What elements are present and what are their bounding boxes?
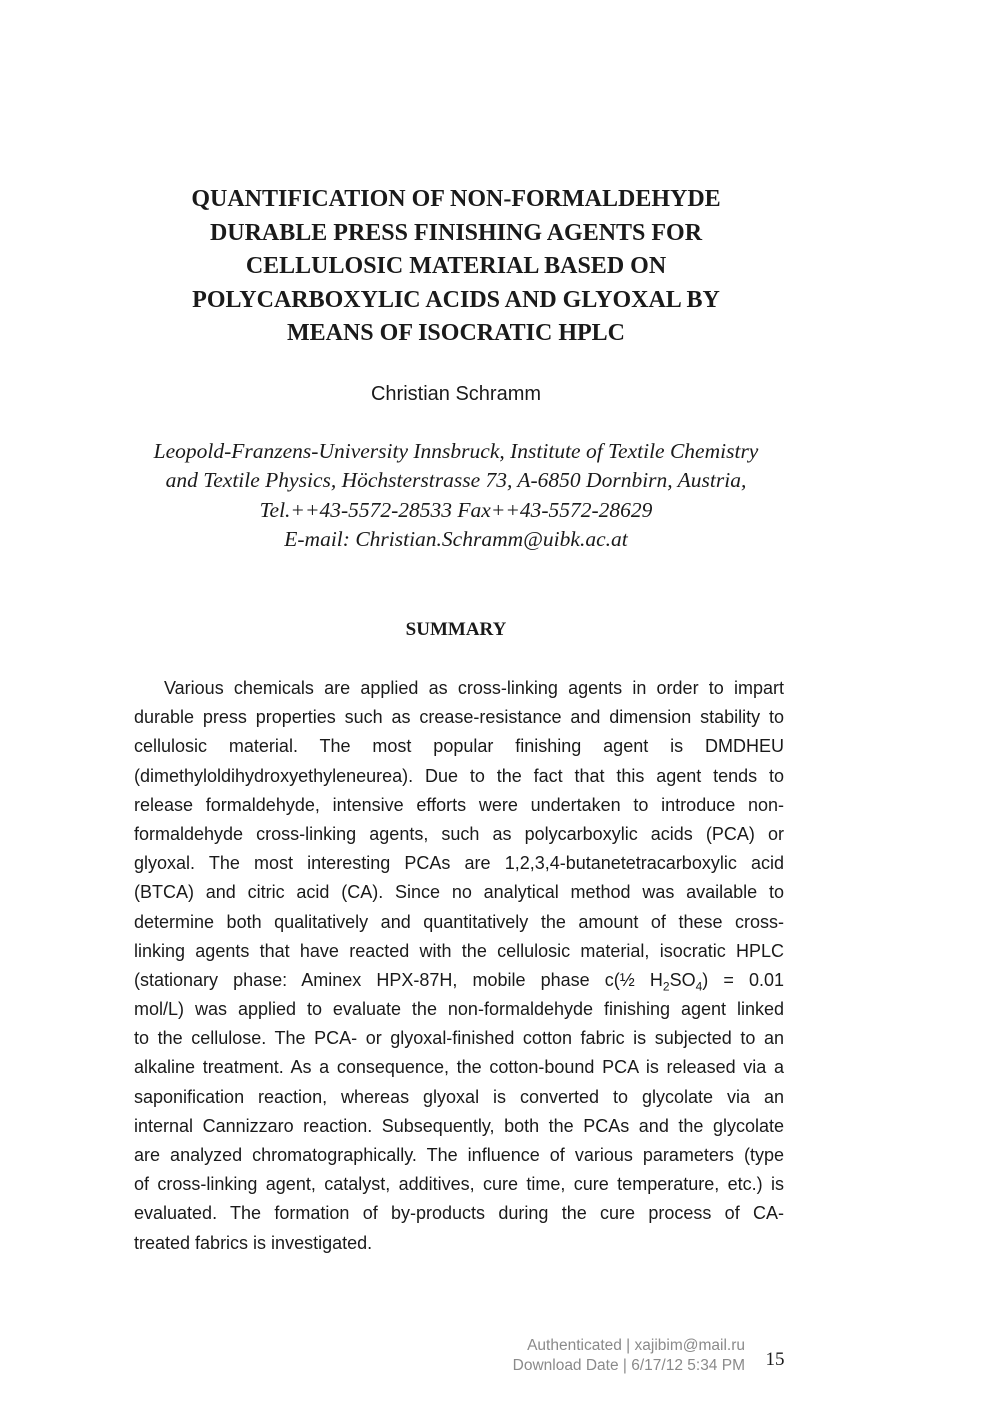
- summary-line: cellulosic material. The most popular finishing agent is DMDHEU: [134, 736, 784, 757]
- title-line: MEANS OF ISOCRATIC HPLC: [286, 320, 626, 346]
- watermark-line: Authenticated | xajibim@mail.ru: [527, 1337, 745, 1354]
- summary-line: to the cellulose. The PCA- or glyoxal-finished cotton fabric is subjected to an: [134, 1028, 784, 1049]
- summary-line: treated fabrics is investigated.: [134, 1232, 373, 1253]
- formula-text-post: ) = 0.01: [702, 969, 784, 990]
- summary-line: formaldehyde cross-linking agents, such as polycarboxylic acids (PCA) or: [134, 823, 784, 844]
- formula-text-pre: (stationary phase: Aminex HPX-87H, mobile phase c(½ H: [134, 969, 663, 990]
- summary-line: saponification reaction, whereas glyoxal is converted to glycolate via an: [134, 1086, 784, 1107]
- summary-line: glyoxal. The most interesting PCAs are 1,2,3,4-butanetetracarboxylic acid: [134, 853, 784, 874]
- formula-text-mid: SO: [669, 969, 696, 990]
- summary-line: linking agents that have reacted with the cellulosic material, isocratic HPLC: [134, 940, 784, 961]
- summary-line: Various chemicals are applied as cross-linking agents in order to impart: [164, 678, 784, 698]
- summary-line: of cross-linking agent, catalyst, additives, cure time, cure temperature, etc.) is: [134, 1174, 784, 1195]
- affiliation-email: E-mail: Christian.Schramm@uibk.ac.at: [284, 526, 628, 551]
- paper-title: [140, 183, 772, 351]
- affiliation-line: Leopold-Franzens-University Innsbruck, Institute of Textile Chemistry: [153, 439, 759, 463]
- summary-line: evaluated. The formation of by-products during the cure process of CA-: [134, 1203, 784, 1224]
- summary-line: internal Cannizzaro reaction. Subsequently, both the PCAs and the glycolate: [134, 1115, 784, 1136]
- affiliation-line: and Textile Physics, Höchsterstrasse 73, A-6850 Dornbirn, Austria,: [165, 468, 747, 493]
- watermark-line: Download Date | 6/17/12 5:34 PM: [512, 1357, 745, 1374]
- title-line: POLYCARBOXYLIC ACIDS AND GLYOXAL BY: [192, 286, 720, 313]
- affiliation-line: Tel.++43-5572-28533 Fax++43-5572-28629: [259, 497, 653, 522]
- title-line: CELLULOSIC MATERIAL BASED ON: [245, 253, 667, 279]
- summary-line: determine both qualitatively and quantitatively the amount of these cross-: [134, 911, 784, 932]
- author-affiliation: [120, 437, 792, 554]
- summary-line: are analyzed chromatographically. The influence of various parameters (type: [134, 1145, 784, 1165]
- summary-line-formula: [134, 966, 784, 995]
- download-watermark: [470, 1336, 745, 1376]
- title-line: DURABLE PRESS FINISHING AGENTS FOR: [209, 219, 703, 246]
- summary-line: (dimethyloldihydroxyethyleneurea). Due to the fact that this agent tends to: [134, 765, 784, 786]
- summary-line: release formaldehyde, intensive efforts were undertaken to introduce non-: [134, 794, 784, 815]
- summary-line: alkaline treatment. As a consequence, the cotton-bound PCA is released via a: [134, 1057, 784, 1078]
- summary-line: (BTCA) and citric acid (CA). Since no analytical method was available to: [134, 882, 784, 903]
- summary-line: durable press properties such as crease-resistance and dimension stability to: [134, 707, 784, 728]
- summary-line: mol/L) was applied to evaluate the non-formaldehyde finishing agent linked: [134, 999, 784, 1020]
- formula-subscript: 4: [695, 979, 703, 994]
- summary-paragraph: [134, 674, 784, 1258]
- title-line: QUANTIFICATION OF NON-FORMALDEHYDE: [191, 186, 721, 212]
- author-name: Christian Schramm: [370, 383, 542, 405]
- formula-subscript: 2: [662, 979, 670, 994]
- summary-heading: SUMMARY: [405, 619, 507, 640]
- page-number: 15: [765, 1349, 785, 1370]
